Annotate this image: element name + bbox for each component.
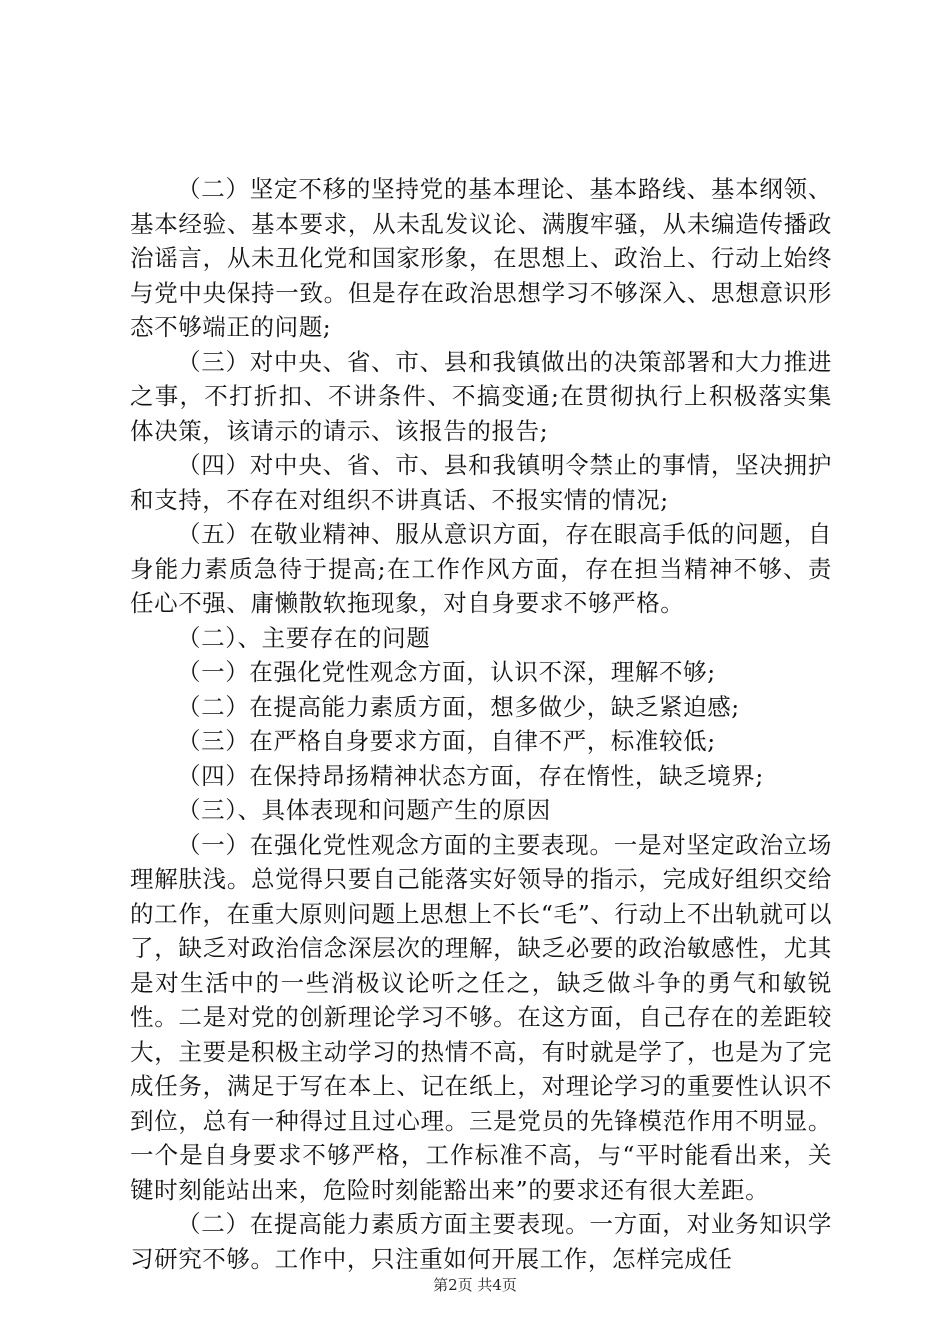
list-item: （三）在严格自身要求方面，自律不严，标准较低; [177, 727, 716, 755]
list-item: （一）在强化党性观念方面，认识不深，理解不够; [177, 658, 716, 686]
paragraph: （五）在敬业精神、服从意识方面，存在眼高手低的问题，自身能力素质急待于提高;在工作作风方面，存在担当精神不够、责任心不强、庸懒散软拖现象，对自身要求不够严格。 [130, 520, 832, 617]
document-body [130, 172, 832, 1276]
paragraph: （二）在提高能力素质方面主要表现。一方面，对业务知识学习研究不够。工作中，只注重如何开展工作，怎样完成任 [130, 1210, 832, 1273]
paragraph: （三）对中央、省、市、县和我镇做出的决策部署和大力推进之事，不打折扣、不讲条件、不搞变通;在贯彻执行上积极落实集体决策，该请示的请示、该报告的报告; [130, 347, 832, 445]
list-item: （二）在提高能力素质方面，想多做少，缺乏紧迫感; [177, 692, 740, 721]
paragraph: （二）坚定不移的坚持党的基本理论、基本路线、基本纲领、基本经验、基本要求，从未乱发议论、满腹牢骚，从未编造传播政治谣言，从未丑化党和国家形象，在思想上、政治上、行动上始终与党中央保持一致。但是存在政治思想学习不够深入、思想意识形态不够端正的问题; [130, 175, 832, 341]
list-item: （四）在保持昂扬精神状态方面，存在惰性，缺乏境界; [177, 761, 764, 790]
section-heading: （三）、具体表现和问题产生的原因 [177, 796, 551, 824]
paragraph: （四）对中央、省、市、县和我镇明令禁止的事情，坚决拥护和支持，不存在对组织不讲真话、不报实情的情况; [130, 451, 832, 514]
paragraph: （一）在强化党性观念方面的主要表现。一是对坚定政治立场理解肤浅。总觉得只要自己能落实好领导的指示，完成好组织交给的工作，在重大原则问题上思想上不长“毛”、行动上不出轨就可以了，缺乏对政治信念深层次的理解，缺乏必要的政治敏感性，尤其是对生活中的一些消极议论听之任之，缺乏做斗争的勇气和敏锐性。二是对党的创新理论学习不够。在这方面，自己存在的差距较大，主要是积极主动学习的热情不高，有时就是学了，也是为了完成任务，满足于写在本上、记在纸上，对理论学习的重要性认识不到位，总有一种得过且过心理。三是党员的先锋模范作用不明显。一个是自身要求不够严格，工作标准不高，与“平时能看出来，关键时刻能站出来，危险时刻能豁出来”的要求还有很大差距。 [130, 830, 832, 1204]
section-heading: （二）、主要存在的问题 [177, 623, 431, 652]
page-number-footer: 第2页 共4页 [433, 1276, 517, 1294]
